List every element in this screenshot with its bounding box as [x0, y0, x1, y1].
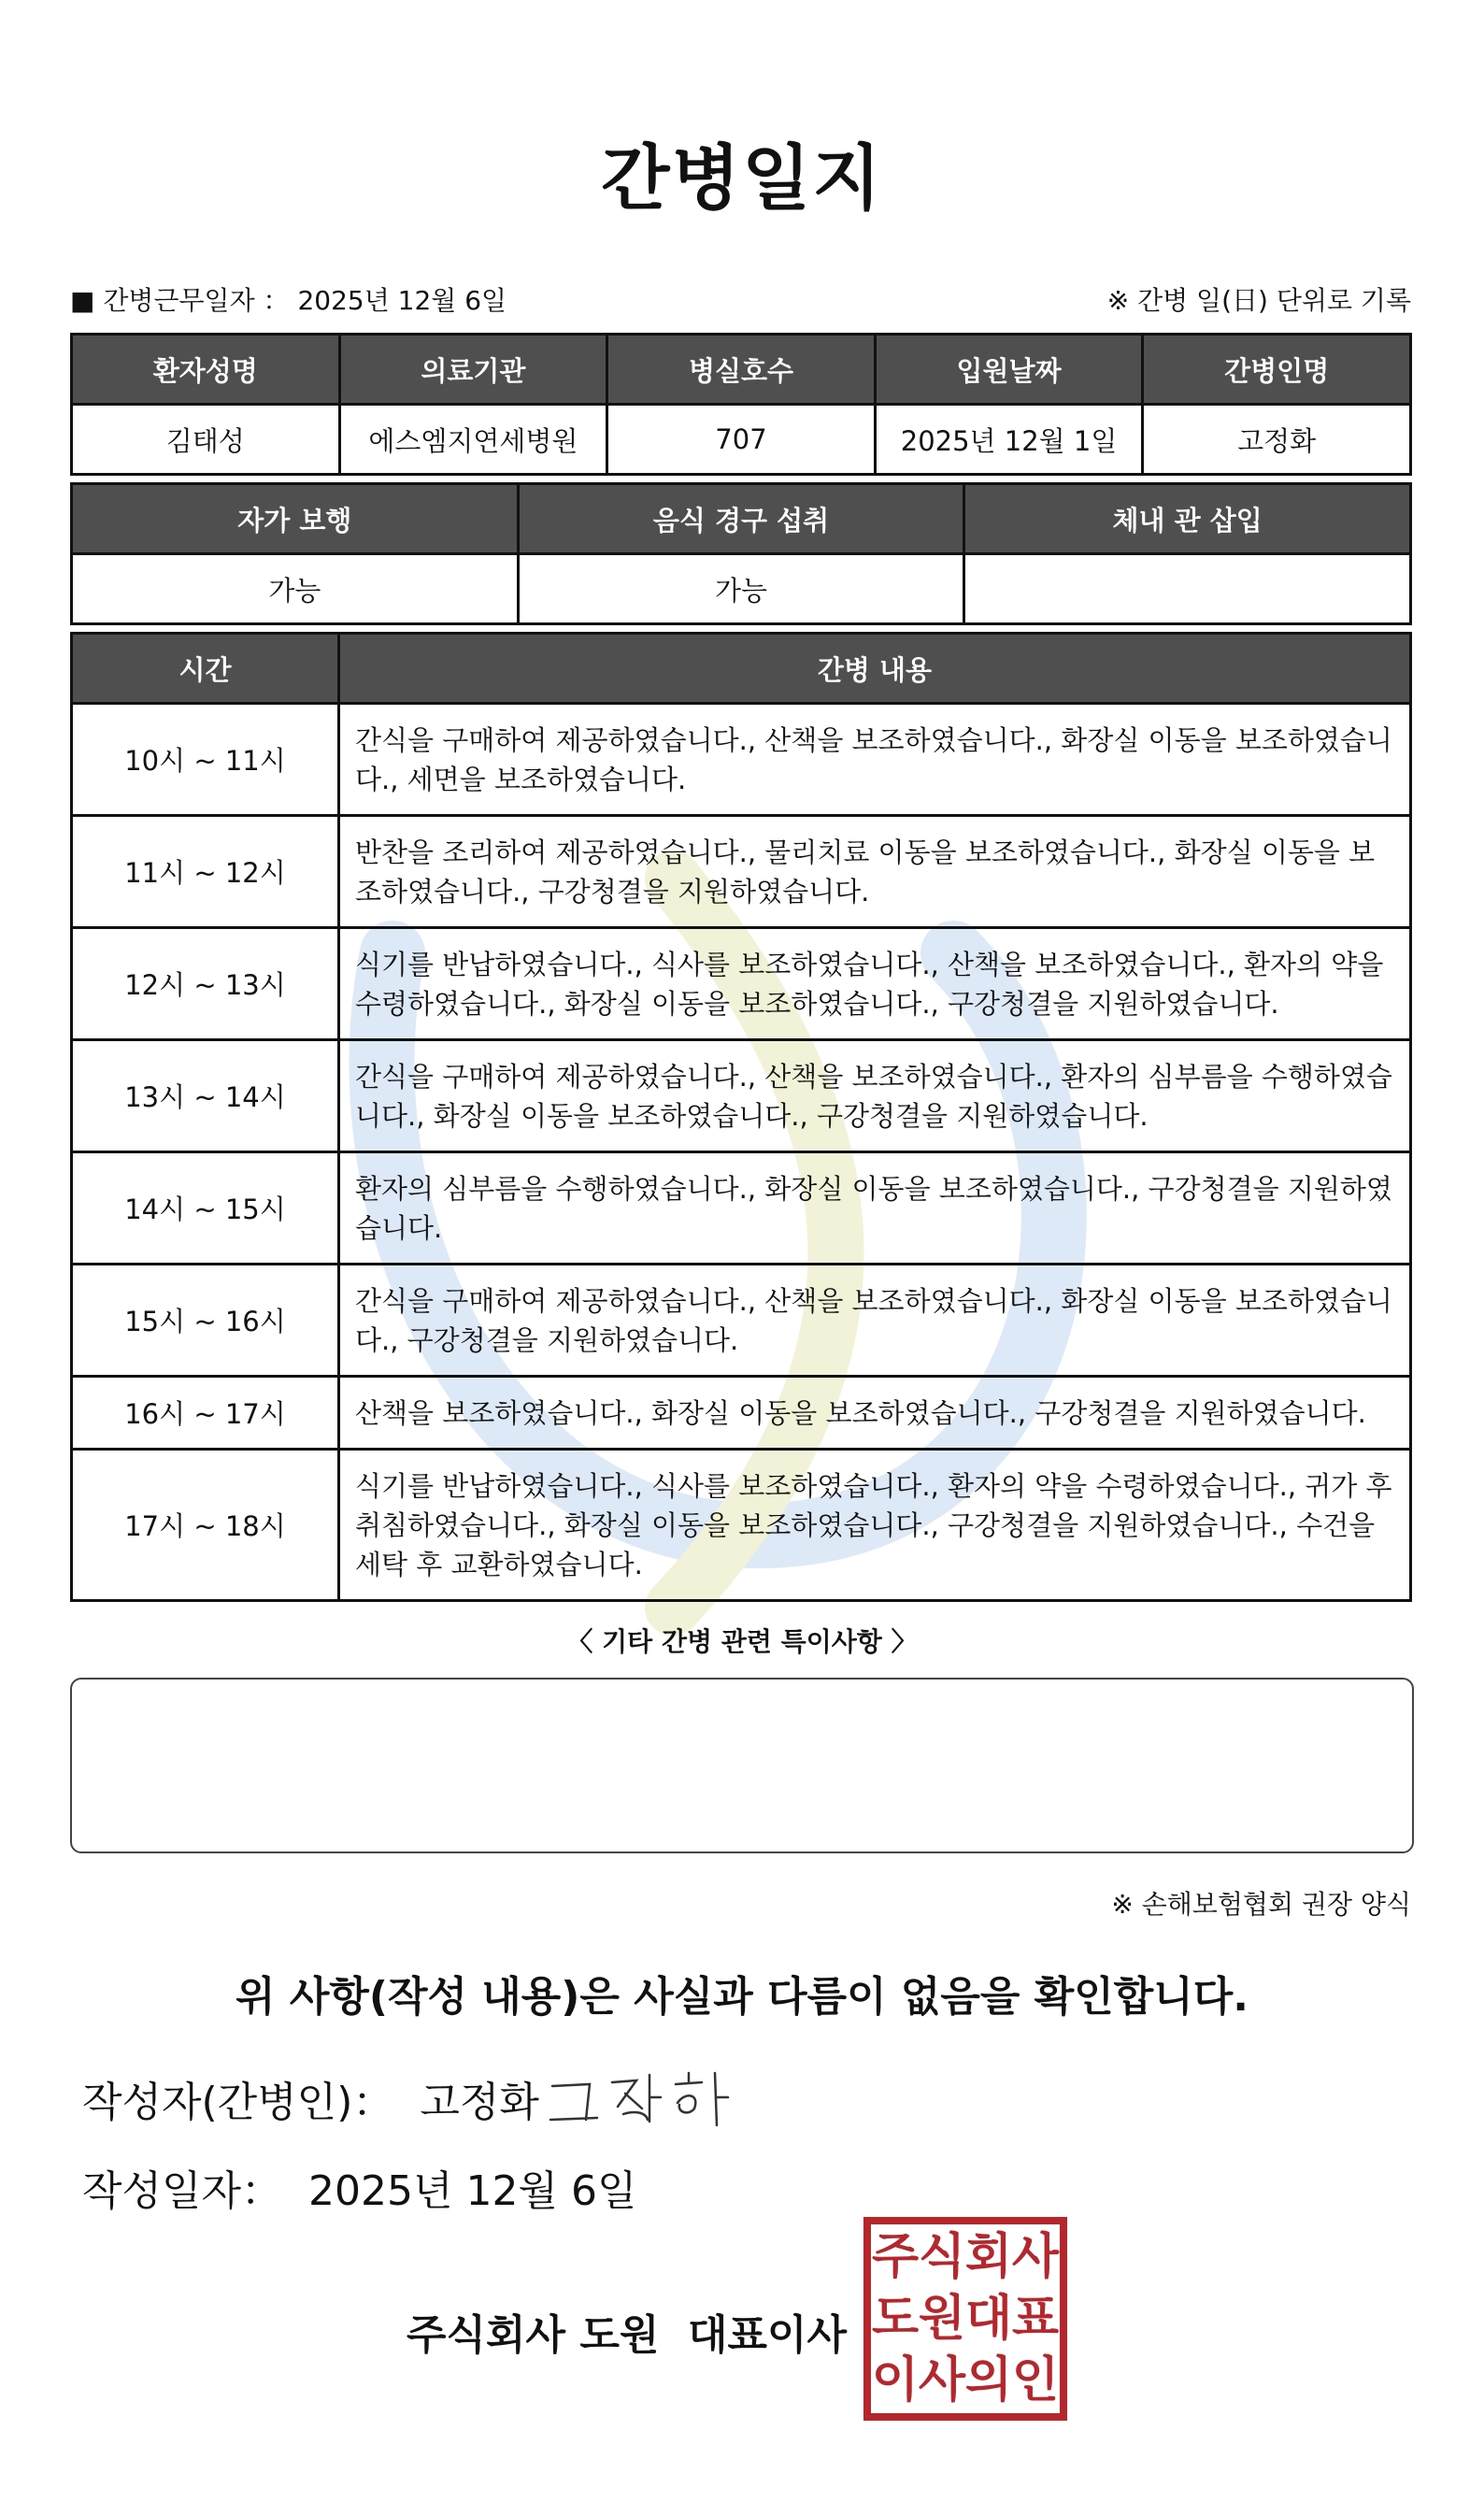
hospital-name: 에스엠지연세병원 [339, 405, 607, 475]
table-row [72, 816, 1411, 928]
seal-char: 주 [871, 2229, 920, 2285]
care-content: 환자의 심부름을 수행하였습니다., 화장실 이동을 보조하였습니다., 구강청결을 지원하였습니다. [339, 1152, 1411, 1265]
time-slot: 11시 ~ 12시 [72, 816, 339, 928]
handwritten-signature [545, 2066, 732, 2131]
room-number: 707 [607, 405, 876, 475]
table-row [72, 1040, 1411, 1152]
time-slot: 15시 ~ 16시 [72, 1265, 339, 1377]
header-self-walking: 자가 보행 [72, 484, 519, 554]
seal-char: 이 [871, 2352, 920, 2409]
recording-note: ※ 간병 일(日) 단위로 기록 [1106, 285, 1411, 316]
header-caregiver: 간병인명 [1143, 335, 1411, 405]
self-walking-value: 가능 [72, 554, 519, 624]
admission-date: 2025년 12월 1일 [875, 405, 1143, 475]
patient-name: 김태성 [72, 405, 340, 475]
header-patient-name: 환자성명 [72, 335, 340, 405]
table-row [72, 1152, 1411, 1265]
header-tube-insertion: 체내 관 삽입 [964, 484, 1411, 554]
header-oral-intake: 음식 경구 섭취 [518, 484, 964, 554]
seal-char: 원 [918, 2291, 966, 2347]
remarks-label: 〈 기타 간병 관련 특이사항 〉 [566, 1626, 918, 1657]
care-content: 간식을 구매하여 제공하였습니다., 산책을 보조하였습니다., 화장실 이동을 보조하였습니다., 세면을 보조하였습니다. [339, 704, 1411, 816]
date-label: 작성일자： [82, 2167, 283, 2215]
table-row [72, 1377, 1411, 1450]
seal-char: 표 [1011, 2291, 1060, 2347]
company-representative: 주식회사 도원 대표이사 [407, 2311, 847, 2359]
table-row [72, 1265, 1411, 1377]
time-slot: 14시 ~ 15시 [72, 1152, 339, 1265]
header-care-content: 간병 내용 [339, 634, 1411, 704]
table-row [72, 704, 1411, 816]
table-row [72, 928, 1411, 1040]
header-hospital: 의료기관 [339, 335, 607, 405]
time-slot: 10시 ~ 11시 [72, 704, 339, 816]
care-content: 식기를 반납하였습니다., 식사를 보조하였습니다., 산책을 보조하였습니다., 환자의 약을 수령하였습니다., 화장실 이동을 보조하였습니다., 구강청결을 지원하였습니다. [339, 928, 1411, 1040]
oral-intake-value: 가능 [518, 554, 964, 624]
author-name: 고정화 [420, 2079, 539, 2126]
date-line [82, 2157, 636, 2217]
seal-char: 대 [964, 2291, 1013, 2347]
work-date-label: ■ 간병근무일자 ： [70, 285, 290, 316]
caregiver-name: 고정화 [1143, 405, 1411, 475]
header-time: 시간 [72, 634, 339, 704]
date-value: 2025년 12월 6일 [308, 2167, 637, 2215]
header-admission-date: 입원날짜 [875, 335, 1143, 405]
author-line [82, 2068, 539, 2128]
time-slot: 13시 ~ 14시 [72, 1040, 339, 1152]
care-content: 간식을 구매하여 제공하였습니다., 산책을 보조하였습니다., 환자의 심부름을 수행하였습니다., 화장실 이동을 보조하였습니다., 구강청결을 지원하였습니다. [339, 1040, 1411, 1152]
care-content: 산책을 보조하였습니다., 화장실 이동을 보조하였습니다., 구강청결을 지원하였습니다. [339, 1377, 1411, 1450]
seal-char: 회 [964, 2229, 1013, 2285]
time-slot: 12시 ~ 13시 [72, 928, 339, 1040]
patient-info-table [70, 333, 1412, 476]
company-seal [863, 2217, 1067, 2421]
remarks-box [70, 1678, 1414, 1853]
seal-char: 도 [871, 2291, 920, 2347]
seal-char: 의 [964, 2352, 1013, 2409]
seal-char: 사 [918, 2352, 966, 2409]
confirmation-statement: 위 사항(작성 내용)은 사실과 다름이 없음을 확인합니다. [235, 1973, 1249, 2021]
association-note: ※ 손해보험협회 권장 양식 [1111, 1889, 1411, 1920]
patient-status-table [70, 482, 1412, 625]
seal-char: 인 [1011, 2352, 1060, 2409]
work-date [70, 280, 507, 318]
work-date-value: 2025년 12월 6일 [297, 285, 507, 316]
time-slot: 17시 ~ 18시 [72, 1450, 339, 1601]
author-label: 작성자(간병인)： [82, 2079, 394, 2126]
care-content: 반찬을 조리하여 제공하였습니다., 물리치료 이동을 보조하였습니다., 화장실 이동을 보조하였습니다., 구강청결을 지원하였습니다. [339, 816, 1411, 928]
seal-char: 사 [1011, 2229, 1060, 2285]
tube-insertion-value [964, 554, 1411, 624]
document-title: 간병일지 [601, 136, 883, 220]
time-slot: 16시 ~ 17시 [72, 1377, 339, 1450]
table-row [72, 1450, 1411, 1601]
care-content: 간식을 구매하여 제공하였습니다., 산책을 보조하였습니다., 화장실 이동을 보조하였습니다., 구강청결을 지원하였습니다. [339, 1265, 1411, 1377]
care-log-table [70, 632, 1412, 1602]
care-content: 식기를 반납하였습니다., 식사를 보조하였습니다., 환자의 약을 수령하였습니다., 귀가 후 취침하였습니다., 화장실 이동을 보조하였습니다., 구강청결을 지원하였습니다., 수건을 세탁 후 교환하였습니다. [339, 1450, 1411, 1601]
seal-char: 식 [918, 2229, 966, 2285]
header-room: 병실호수 [607, 335, 876, 405]
